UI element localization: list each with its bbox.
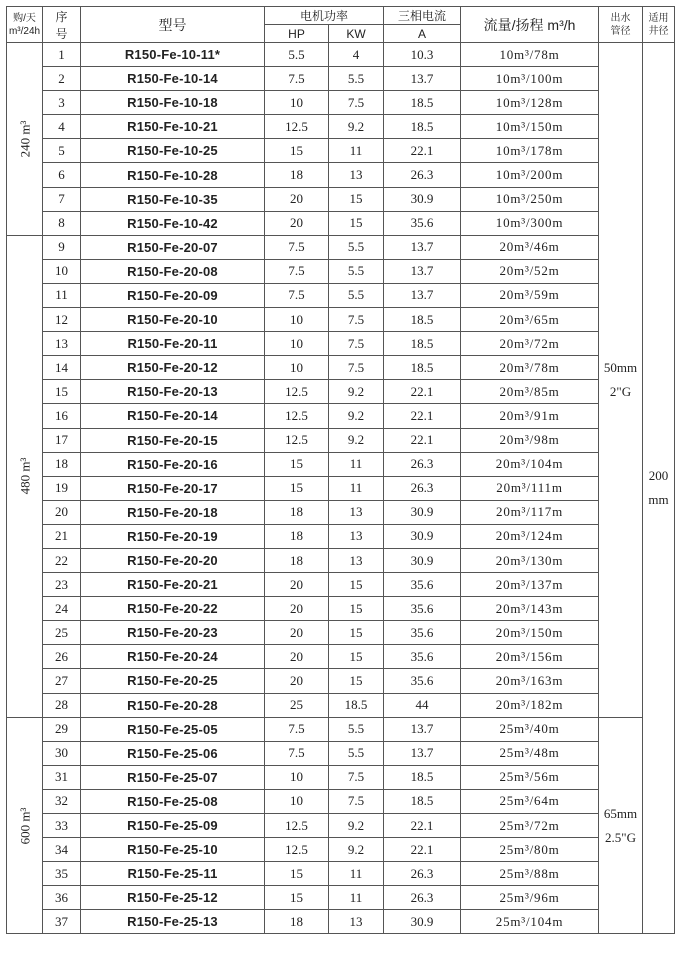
kw-cell: 15 [329, 621, 384, 645]
model-cell: R150-Fe-20-12 [81, 356, 265, 380]
kw-cell: 11 [329, 862, 384, 886]
kw-cell: 11 [329, 476, 384, 500]
outlet-diameter-line: 2"G [609, 383, 632, 399]
current-cell: 26.3 [384, 862, 461, 886]
row-index: 2 [43, 67, 81, 91]
current-cell: 26.3 [384, 452, 461, 476]
model-cell: R150-Fe-25-09 [81, 814, 265, 838]
hp-cell: 18 [265, 500, 329, 524]
flow-head-cell: 20m³/85m [461, 380, 599, 404]
current-cell: 35.6 [384, 645, 461, 669]
table-row [7, 645, 675, 669]
kw-cell: 13 [329, 500, 384, 524]
model-cell: R150-Fe-25-06 [81, 741, 265, 765]
hp-cell: 7.5 [265, 283, 329, 307]
hp-cell: 15 [265, 452, 329, 476]
hp-cell: 15 [265, 886, 329, 910]
model-cell: R150-Fe-10-21 [81, 115, 265, 139]
flow-head-cell: 20m³/124m [461, 524, 599, 548]
current-cell: 13.7 [384, 283, 461, 307]
flow-head-cell: 25m³/88m [461, 862, 599, 886]
model-cell: R150-Fe-10-18 [81, 91, 265, 115]
flow-head-cell: 20m³/78m [461, 356, 599, 380]
kw-cell: 13 [329, 524, 384, 548]
model-cell: R150-Fe-10-14 [81, 67, 265, 91]
table-row [7, 500, 675, 524]
kw-cell: 13 [329, 548, 384, 572]
table-row [7, 524, 675, 548]
flow-head-cell: 10m³/178m [461, 139, 599, 163]
header-well [643, 7, 675, 43]
model-cell: R150-Fe-10-42 [81, 211, 265, 235]
hp-cell: 20 [265, 573, 329, 597]
model-cell: R150-Fe-20-22 [81, 597, 265, 621]
hp-cell: 12.5 [265, 428, 329, 452]
model-cell: R150-Fe-20-10 [81, 308, 265, 332]
flow-group-text: 480 m³ [17, 457, 33, 495]
model-cell: R150-Fe-10-28 [81, 163, 265, 187]
model-cell: R150-Fe-20-09 [81, 283, 265, 307]
hp-cell: 18 [265, 910, 329, 934]
kw-cell: 15 [329, 187, 384, 211]
kw-cell: 5.5 [329, 717, 384, 741]
table-row [7, 187, 675, 211]
header-index-line1: 序 [55, 9, 68, 24]
kw-cell: 9.2 [329, 404, 384, 428]
flow-head-cell: 25m³/48m [461, 741, 599, 765]
hp-cell: 15 [265, 862, 329, 886]
current-cell: 26.3 [384, 163, 461, 187]
table-row [7, 717, 675, 741]
hp-cell: 7.5 [265, 235, 329, 259]
flow-head-cell: 10m³/100m [461, 67, 599, 91]
model-cell: R150-Fe-25-12 [81, 886, 265, 910]
current-cell: 44 [384, 693, 461, 717]
hp-cell: 20 [265, 621, 329, 645]
row-index: 16 [43, 404, 81, 428]
header-hp: HP [265, 25, 329, 43]
row-index: 24 [43, 597, 81, 621]
table-row [7, 838, 675, 862]
flow-head-cell: 25m³/40m [461, 717, 599, 741]
table-row [7, 404, 675, 428]
row-index: 5 [43, 139, 81, 163]
row-index: 32 [43, 789, 81, 813]
flow-head-cell: 20m³/182m [461, 693, 599, 717]
model-cell: R150-Fe-20-20 [81, 548, 265, 572]
flow-head-cell: 20m³/111m [461, 476, 599, 500]
model-cell: R150-Fe-25-13 [81, 910, 265, 934]
flow-group-text: 600 m³ [17, 807, 33, 844]
flow-head-cell: 20m³/143m [461, 597, 599, 621]
row-index: 7 [43, 187, 81, 211]
current-cell: 18.5 [384, 789, 461, 813]
current-cell: 22.1 [384, 814, 461, 838]
hp-cell: 20 [265, 645, 329, 669]
hp-cell: 20 [265, 597, 329, 621]
row-index: 11 [43, 283, 81, 307]
flow-head-cell: 25m³/104m [461, 910, 599, 934]
flow-head-cell: 10m³/150m [461, 115, 599, 139]
row-index: 23 [43, 573, 81, 597]
table-row [7, 862, 675, 886]
outlet-diameter-cell [599, 717, 643, 934]
table-row [7, 789, 675, 813]
table-row [7, 621, 675, 645]
hp-cell: 7.5 [265, 717, 329, 741]
table-row [7, 139, 675, 163]
flow-head-cell: 20m³/137m [461, 573, 599, 597]
current-cell: 22.1 [384, 404, 461, 428]
kw-cell: 7.5 [329, 789, 384, 813]
model-cell: R150-Fe-20-25 [81, 669, 265, 693]
flow-head-cell: 20m³/59m [461, 283, 599, 307]
row-index: 26 [43, 645, 81, 669]
hp-cell: 20 [265, 211, 329, 235]
kw-cell: 13 [329, 163, 384, 187]
flow-head-cell: 10m³/300m [461, 211, 599, 235]
table-row [7, 765, 675, 789]
flow-head-cell: 20m³/46m [461, 235, 599, 259]
kw-cell: 9.2 [329, 838, 384, 862]
flow-head-cell: 25m³/56m [461, 765, 599, 789]
kw-cell: 5.5 [329, 283, 384, 307]
header-flow-per-day-line2: m³/24h [8, 25, 41, 37]
hp-cell: 5.5 [265, 43, 329, 67]
current-cell: 26.3 [384, 476, 461, 500]
header-flow-head: 流量/扬程 m³/h [461, 7, 599, 43]
table-row [7, 476, 675, 500]
hp-cell: 12.5 [265, 814, 329, 838]
row-index: 27 [43, 669, 81, 693]
table-row [7, 332, 675, 356]
row-index: 25 [43, 621, 81, 645]
flow-head-cell: 20m³/130m [461, 548, 599, 572]
hp-cell: 7.5 [265, 741, 329, 765]
kw-cell: 7.5 [329, 332, 384, 356]
flow-head-cell: 10m³/250m [461, 187, 599, 211]
hp-cell: 7.5 [265, 259, 329, 283]
hp-cell: 10 [265, 308, 329, 332]
table-row [7, 741, 675, 765]
row-index: 19 [43, 476, 81, 500]
hp-cell: 12.5 [265, 380, 329, 404]
kw-cell: 11 [329, 452, 384, 476]
row-index: 31 [43, 765, 81, 789]
header-motor-power: 电机功率 [265, 7, 384, 25]
row-index: 20 [43, 500, 81, 524]
table-row [7, 669, 675, 693]
model-cell: R150-Fe-20-14 [81, 404, 265, 428]
flow-head-cell: 20m³/104m [461, 452, 599, 476]
model-cell: R150-Fe-25-11 [81, 862, 265, 886]
current-cell: 13.7 [384, 259, 461, 283]
hp-cell: 20 [265, 669, 329, 693]
outlet-diameter-line: 65mm [603, 805, 638, 821]
model-cell: R150-Fe-20-13 [81, 380, 265, 404]
kw-cell: 5.5 [329, 741, 384, 765]
table-row [7, 356, 675, 380]
hp-cell: 10 [265, 356, 329, 380]
header-flow-per-day-line1: 购/天 [13, 12, 36, 24]
outlet-diameter-line: 50mm [603, 359, 638, 375]
model-cell: R150-Fe-20-17 [81, 476, 265, 500]
current-cell: 30.9 [384, 548, 461, 572]
flow-head-cell: 20m³/163m [461, 669, 599, 693]
flow-head-cell: 20m³/98m [461, 428, 599, 452]
hp-cell: 25 [265, 693, 329, 717]
kw-cell: 7.5 [329, 356, 384, 380]
kw-cell: 5.5 [329, 67, 384, 91]
header-well-line1: 适用 [648, 12, 669, 24]
model-cell: R150-Fe-10-11* [81, 43, 265, 67]
hp-cell: 18 [265, 524, 329, 548]
current-cell: 13.7 [384, 67, 461, 91]
table-row [7, 211, 675, 235]
current-cell: 13.7 [384, 717, 461, 741]
current-cell: 18.5 [384, 91, 461, 115]
table-row [7, 910, 675, 934]
model-cell: R150-Fe-20-24 [81, 645, 265, 669]
row-index: 1 [43, 43, 81, 67]
model-cell: R150-Fe-20-28 [81, 693, 265, 717]
header-outlet [599, 7, 643, 43]
table-row [7, 115, 675, 139]
current-cell: 10.3 [384, 43, 461, 67]
current-cell: 22.1 [384, 838, 461, 862]
flow-head-cell: 20m³/72m [461, 332, 599, 356]
hp-cell: 12.5 [265, 404, 329, 428]
model-cell: R150-Fe-25-08 [81, 789, 265, 813]
flow-head-cell: 20m³/156m [461, 645, 599, 669]
flow-head-cell: 25m³/72m [461, 814, 599, 838]
current-cell: 26.3 [384, 886, 461, 910]
hp-cell: 10 [265, 91, 329, 115]
row-index: 15 [43, 380, 81, 404]
current-cell: 35.6 [384, 211, 461, 235]
kw-cell: 7.5 [329, 765, 384, 789]
current-cell: 13.7 [384, 235, 461, 259]
hp-cell: 18 [265, 163, 329, 187]
row-index: 14 [43, 356, 81, 380]
model-cell: R150-Fe-25-07 [81, 765, 265, 789]
flow-group-label [7, 43, 43, 236]
row-index: 18 [43, 452, 81, 476]
header-outlet-line1: 出水 [610, 12, 631, 24]
model-cell: R150-Fe-20-18 [81, 500, 265, 524]
row-index: 22 [43, 548, 81, 572]
row-index: 35 [43, 862, 81, 886]
table-row [7, 886, 675, 910]
header-current-unit: A [384, 25, 461, 43]
row-index: 21 [43, 524, 81, 548]
current-cell: 18.5 [384, 308, 461, 332]
hp-cell: 10 [265, 765, 329, 789]
model-cell: R150-Fe-25-10 [81, 838, 265, 862]
row-index: 28 [43, 693, 81, 717]
flow-head-cell: 20m³/65m [461, 308, 599, 332]
model-cell: R150-Fe-20-23 [81, 621, 265, 645]
table-row [7, 548, 675, 572]
model-cell: R150-Fe-20-08 [81, 259, 265, 283]
kw-cell: 15 [329, 597, 384, 621]
table-row [7, 573, 675, 597]
well-diameter-line: 200 [648, 468, 669, 484]
flow-group-text: 240 m³ [17, 120, 33, 158]
hp-cell: 12.5 [265, 838, 329, 862]
flow-head-cell: 20m³/117m [461, 500, 599, 524]
hp-cell: 15 [265, 476, 329, 500]
hp-cell: 20 [265, 187, 329, 211]
table-row [7, 693, 675, 717]
model-cell: R150-Fe-10-25 [81, 139, 265, 163]
table-row [7, 428, 675, 452]
kw-cell: 15 [329, 211, 384, 235]
kw-cell: 11 [329, 139, 384, 163]
kw-cell: 7.5 [329, 91, 384, 115]
header-index [43, 7, 81, 43]
kw-cell: 9.2 [329, 814, 384, 838]
row-index: 3 [43, 91, 81, 115]
current-cell: 30.9 [384, 500, 461, 524]
table-row [7, 283, 675, 307]
table-row [7, 308, 675, 332]
table-row [7, 91, 675, 115]
model-cell: R150-Fe-20-11 [81, 332, 265, 356]
row-index: 9 [43, 235, 81, 259]
model-cell: R150-Fe-20-21 [81, 573, 265, 597]
outlet-diameter-cell [599, 43, 643, 718]
kw-cell: 4 [329, 43, 384, 67]
kw-cell: 7.5 [329, 308, 384, 332]
current-cell: 30.9 [384, 187, 461, 211]
flow-head-cell: 20m³/52m [461, 259, 599, 283]
kw-cell: 15 [329, 573, 384, 597]
hp-cell: 10 [265, 332, 329, 356]
flow-head-cell: 25m³/96m [461, 886, 599, 910]
well-diameter-line: mm [648, 492, 669, 508]
row-index: 30 [43, 741, 81, 765]
current-cell: 18.5 [384, 332, 461, 356]
header-well-line2: 井径 [648, 25, 669, 37]
current-cell: 18.5 [384, 115, 461, 139]
model-cell: R150-Fe-10-35 [81, 187, 265, 211]
table-row [7, 259, 675, 283]
row-index: 13 [43, 332, 81, 356]
current-cell: 30.9 [384, 910, 461, 934]
flow-head-cell: 10m³/200m [461, 163, 599, 187]
table-row [7, 163, 675, 187]
row-index: 36 [43, 886, 81, 910]
table-row [7, 597, 675, 621]
flow-head-cell: 25m³/64m [461, 789, 599, 813]
model-cell: R150-Fe-25-05 [81, 717, 265, 741]
hp-cell: 12.5 [265, 115, 329, 139]
table-row [7, 67, 675, 91]
table-row [7, 235, 675, 259]
row-index: 4 [43, 115, 81, 139]
current-cell: 35.6 [384, 573, 461, 597]
header-kw: KW [329, 25, 384, 43]
hp-cell: 10 [265, 789, 329, 813]
current-cell: 18.5 [384, 765, 461, 789]
well-diameter-cell [643, 43, 675, 934]
kw-cell: 13 [329, 910, 384, 934]
outlet-diameter-line: 2.5"G [605, 829, 636, 845]
row-index: 17 [43, 428, 81, 452]
row-index: 12 [43, 308, 81, 332]
model-cell: R150-Fe-20-07 [81, 235, 265, 259]
table-row [7, 43, 675, 67]
model-cell: R150-Fe-20-15 [81, 428, 265, 452]
kw-cell: 9.2 [329, 380, 384, 404]
flow-head-cell: 20m³/150m [461, 621, 599, 645]
model-cell: R150-Fe-20-19 [81, 524, 265, 548]
header-model: 型号 [81, 7, 265, 43]
hp-cell: 18 [265, 548, 329, 572]
kw-cell: 11 [329, 886, 384, 910]
row-index: 6 [43, 163, 81, 187]
flow-group-label [7, 235, 43, 717]
hp-cell: 7.5 [265, 67, 329, 91]
row-index: 8 [43, 211, 81, 235]
table-row [7, 452, 675, 476]
row-index: 37 [43, 910, 81, 934]
row-index: 33 [43, 814, 81, 838]
flow-group-label [7, 717, 43, 934]
kw-cell: 18.5 [329, 693, 384, 717]
header-flow-per-day [7, 7, 43, 43]
header-current: 三相电流 [384, 7, 461, 25]
header-outlet-line2: 管径 [610, 25, 631, 37]
kw-cell: 9.2 [329, 428, 384, 452]
current-cell: 22.1 [384, 428, 461, 452]
current-cell: 22.1 [384, 139, 461, 163]
flow-head-cell: 25m³/80m [461, 838, 599, 862]
current-cell: 13.7 [384, 741, 461, 765]
current-cell: 35.6 [384, 597, 461, 621]
kw-cell: 9.2 [329, 115, 384, 139]
kw-cell: 5.5 [329, 259, 384, 283]
table-row [7, 814, 675, 838]
row-index: 10 [43, 259, 81, 283]
current-cell: 22.1 [384, 380, 461, 404]
kw-cell: 15 [329, 645, 384, 669]
current-cell: 35.6 [384, 669, 461, 693]
flow-head-cell: 10m³/78m [461, 43, 599, 67]
flow-head-cell: 10m³/128m [461, 91, 599, 115]
model-cell: R150-Fe-20-16 [81, 452, 265, 476]
row-index: 29 [43, 717, 81, 741]
pump-spec-table [6, 6, 675, 934]
kw-cell: 5.5 [329, 235, 384, 259]
header-index-line2: 号 [55, 26, 68, 41]
flow-head-cell: 20m³/91m [461, 404, 599, 428]
table-row [7, 380, 675, 404]
current-cell: 35.6 [384, 621, 461, 645]
current-cell: 30.9 [384, 524, 461, 548]
hp-cell: 15 [265, 139, 329, 163]
kw-cell: 15 [329, 669, 384, 693]
row-index: 34 [43, 838, 81, 862]
table-body [7, 43, 675, 934]
current-cell: 18.5 [384, 356, 461, 380]
